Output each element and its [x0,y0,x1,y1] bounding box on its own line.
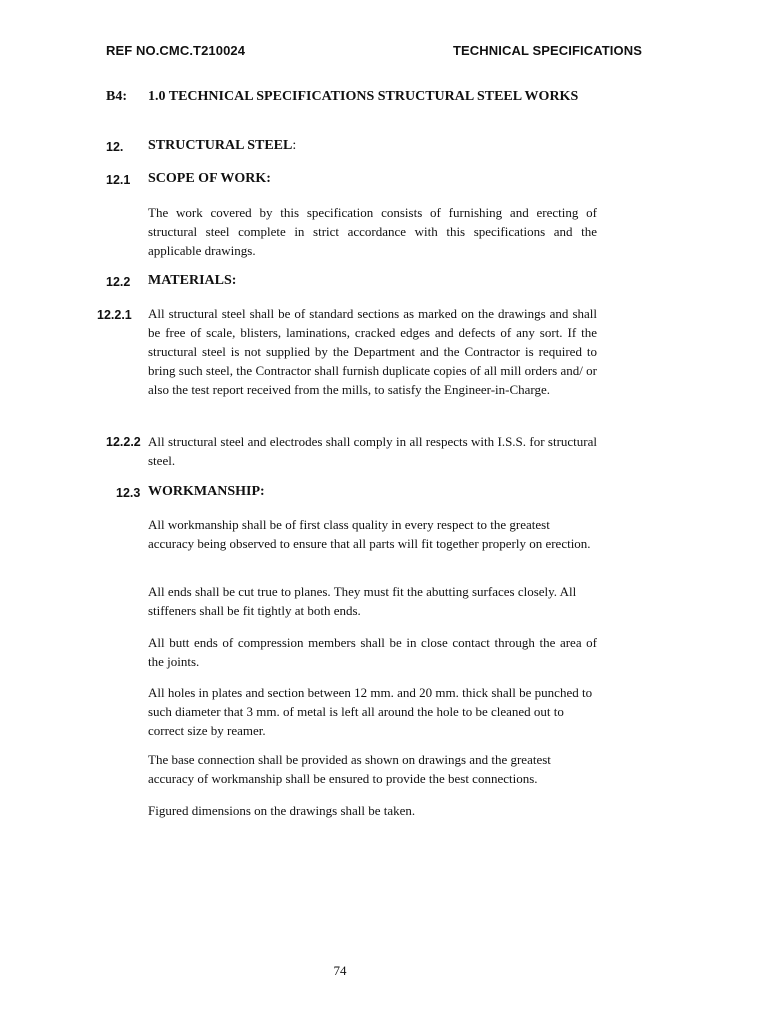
workmanship-paragraph: All ends shall be cut true to planes. They must fit the abutting surfaces closely. All stiffeners shall be fit tightly at both ends. [148,584,577,618]
workmanship-paragraph: All holes in plates and section between 12 mm. and 20 mm. thick shall be punched to such diameter that 3 mm. of metal is left all around the hole to be cleaned out to correct size by reamer. [148,685,593,738]
section-12-2-1-number: 12.2.1 [97,308,132,322]
heading-label: B4: [106,89,127,104]
heading-title: 1.0 TECHNICAL SPECIFICATIONS STRUCTURAL STEEL WORKS [148,89,579,104]
header-title: TECHNICAL SPECIFICATIONS [453,43,642,58]
workmanship-paragraph: Figured dimensions on the drawings shall be taken. [148,803,416,818]
section-12-title-text: STRUCTURAL STEEL [148,138,293,153]
section-12-3-number: 12.3 [116,486,141,500]
section-12-3-title: WORKMANSHIP: [148,484,265,499]
page-number: 74 [333,963,347,978]
section-12-2-title: MATERIALS: [148,273,237,288]
section-12-title [148,137,296,155]
section-12-2-2-paragraph: All structural steel and electrodes shall comply in all respects with I.S.S. for structural steel. [148,434,597,468]
section-12-2-1-paragraph: All structural steel shall be of standard sections as marked on the drawings and shall be free of scale, blisters, laminations, cracked edges and defects of any sort. If the structural steel is not supplied by the Department and the Contractor is required to bring such steel, the Contractor shall furnish duplicate copies of all mill orders and/ or also the test report received from the mills, to satisfy the Engineer-in-Charge. [148,306,597,397]
section-12-1-paragraph: The work covered by this specification consists of furnishing and erecting of structural steel complete in strict accordance with this specifications and the applicable drawings. [148,205,597,258]
section-12-2-number: 12.2 [106,275,131,289]
workmanship-paragraph: The base connection shall be provided as shown on drawings and the greatest accuracy of workmanship shall be ensured to provide the best connections. [148,752,551,786]
workmanship-paragraph: All workmanship shall be of first class quality in every respect to the greatest accuracy being observed to ensure that all parts will fit together properly on erection. [148,517,591,551]
header-ref: REF NO.CMC.T210024 [106,43,246,58]
section-12-number: 12. [106,140,124,154]
section-12-1-number: 12.1 [106,173,131,187]
workmanship-paragraph: All butt ends of compression members shall be in close contact through the area of the joints. [148,635,597,669]
section-12-2-2-number: 12.2.2 [106,435,141,449]
section-12-title-suffix: : [292,138,297,153]
section-12-1-title: SCOPE OF WORK: [148,171,271,186]
